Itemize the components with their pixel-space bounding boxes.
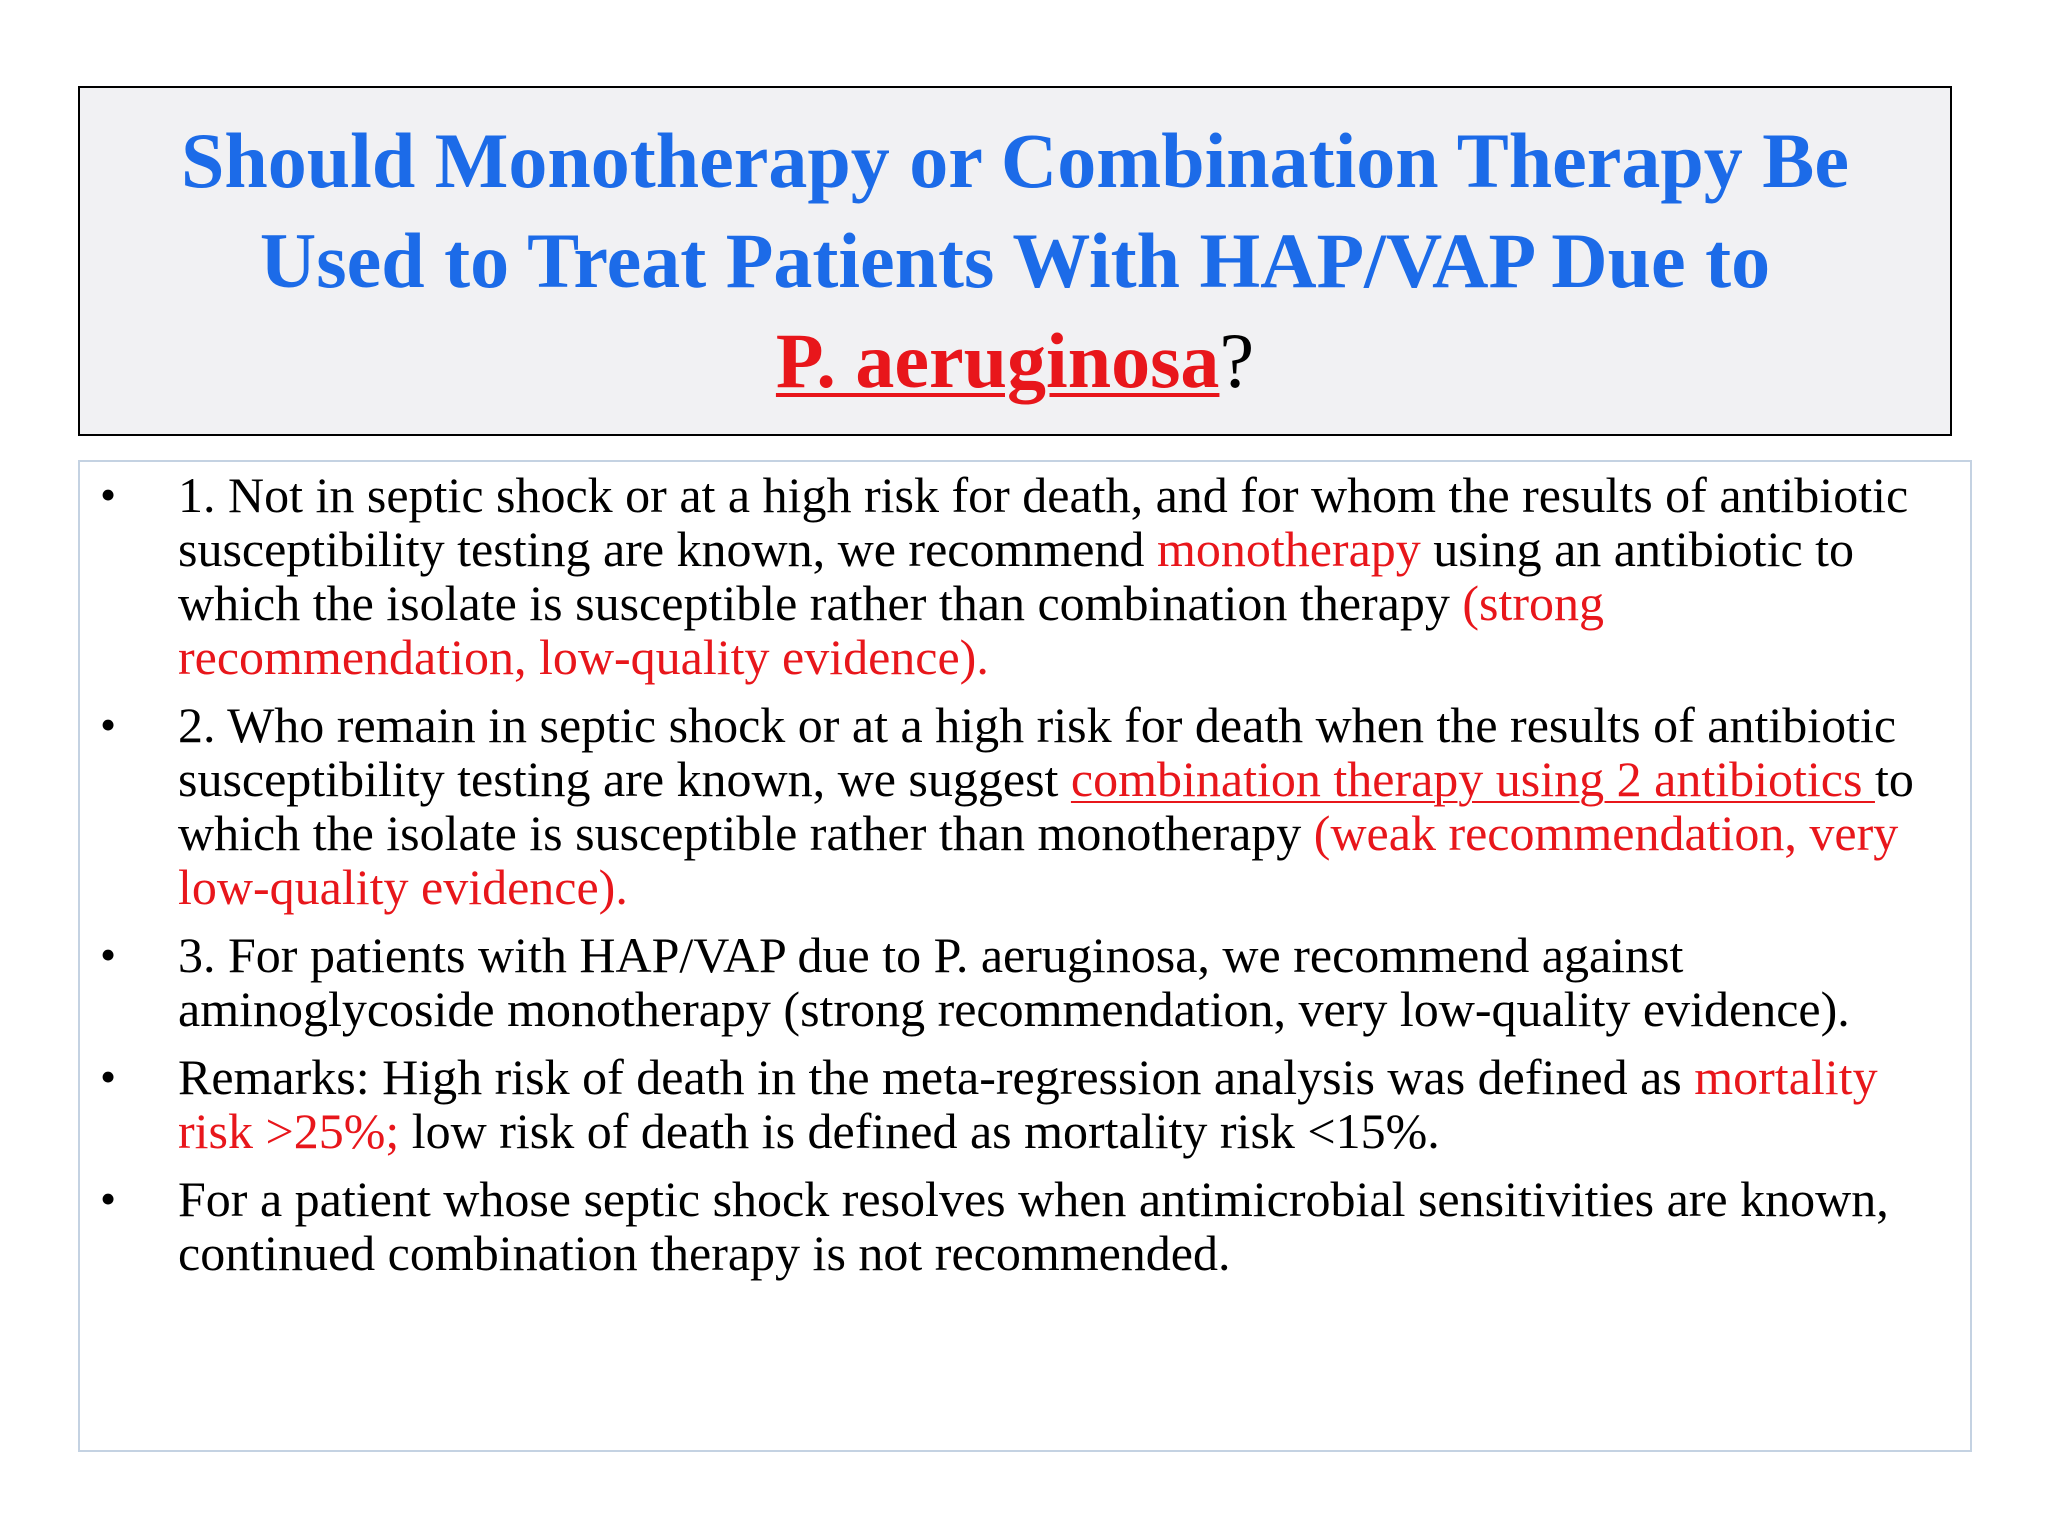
- evidence-grade: (weak recommendation, very low-quality evidence).: [178, 805, 1899, 915]
- evidence-grade: (strong recommendation, low-quality evidence).: [178, 575, 1605, 685]
- bullet-item-4: [80, 1050, 1970, 1158]
- bullet-text: 1. Not in septic shock or at a high risk for death, and for whom the results of antibiotic susceptibility testing are known, we recommend: [178, 467, 1909, 577]
- bullet-dot: •: [100, 469, 117, 520]
- bullet-text: Remarks: High risk of death in the meta-regression analysis was defined as: [178, 1049, 1695, 1105]
- bullet-item-2: [80, 698, 1970, 914]
- bullet-dot: •: [100, 699, 117, 750]
- title-question-mark: ?: [1219, 317, 1255, 404]
- bullet-text: For a patient whose septic shock resolves when antimicrobial sensitivities are known, continued combination therapy is not recommended.: [178, 1171, 1889, 1281]
- bullet-text: 2. Who remain in septic shock or at a high risk for death when the results of antibiotic susceptibility testing are known, we suggest: [178, 697, 1897, 807]
- title-organism: P. aeruginosa: [775, 317, 1220, 404]
- content-box: [78, 460, 1972, 1452]
- title-box: [78, 86, 1952, 436]
- bullet-dot: •: [100, 1051, 117, 1102]
- title-line-2: Used to Treat Patients With HAP/VAP Due to: [259, 217, 1771, 304]
- title-line-1: Should Monotherapy or Combination Therapy Be: [181, 117, 1849, 204]
- bullet-item-3: [80, 928, 1970, 1036]
- bullet-list: [80, 468, 1970, 1294]
- bullet-item-1: [80, 468, 1970, 684]
- bullet-dot: •: [100, 929, 117, 980]
- bullet-text: 3. For patients with HAP/VAP due to P. aeruginosa, we recommend against aminoglycoside monotherapy (strong recommendation, very low-quality evidence).: [178, 927, 1850, 1037]
- bullet-item-5: [80, 1172, 1970, 1280]
- bullet-text: to which the isolate is susceptible rather than monotherapy: [178, 751, 1914, 861]
- bullet-text: using an antibiotic to which the isolate is susceptible rather than combination therapy: [178, 521, 1855, 631]
- bullet-dot: •: [100, 1173, 117, 1224]
- title-line-3: [115, 311, 1915, 411]
- highlight-text: monotherapy: [1156, 521, 1421, 577]
- highlight-text: mortality risk >25%;: [178, 1049, 1878, 1159]
- highlight-text: combination therapy using 2 antibiotics: [1070, 751, 1875, 807]
- bullet-text: low risk of death is defined as mortality risk <15%.: [399, 1103, 1440, 1159]
- slide-title: [115, 111, 1915, 411]
